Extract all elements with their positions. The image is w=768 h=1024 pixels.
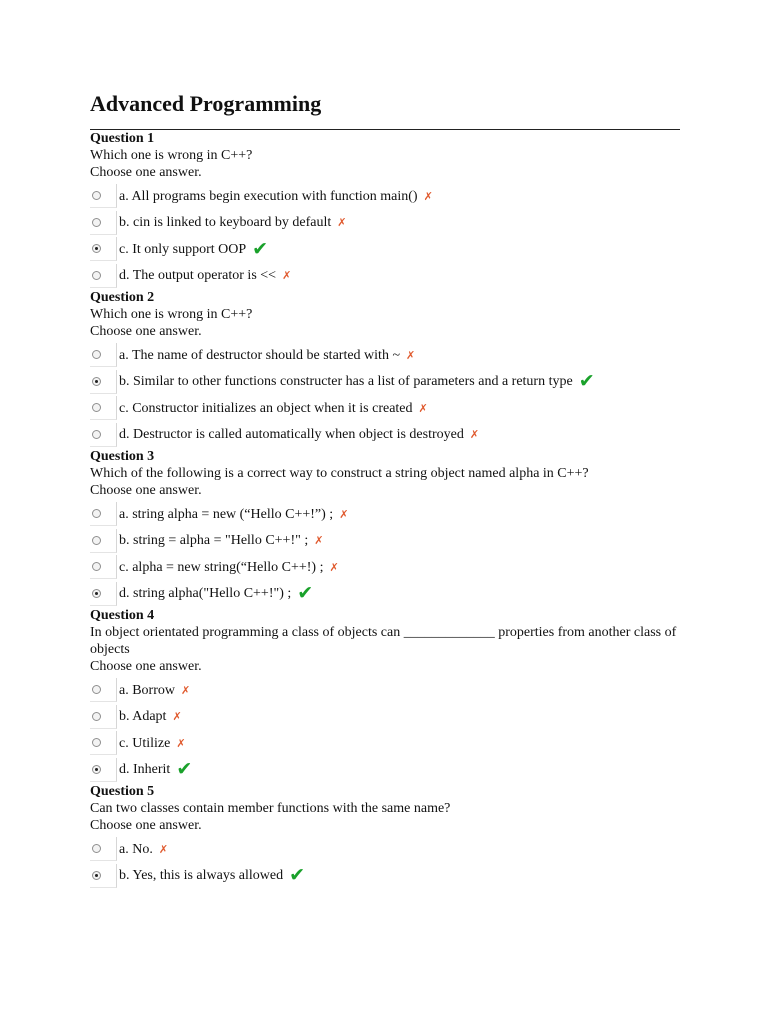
- correct-check-icon: ✔: [289, 864, 306, 887]
- incorrect-cross-icon: ✗: [181, 683, 191, 697]
- answer-option[interactable]: [90, 581, 680, 608]
- radio-cell: [90, 423, 117, 447]
- question-text: In object orientated programming a class of objects can _____________ properties from another class of objects: [90, 625, 677, 657]
- option-label: b. Adapt: [119, 709, 167, 725]
- question-heading: Question 4: [90, 608, 155, 623]
- radio-unselected-icon[interactable]: [92, 685, 101, 694]
- question-text: Can two classes contain member functions with the same name?: [90, 801, 451, 816]
- answer-option[interactable]: [90, 236, 680, 263]
- question-instruction: Choose one answer.: [90, 818, 202, 833]
- answer-option[interactable]: [90, 369, 680, 396]
- radio-unselected-icon[interactable]: [92, 191, 101, 200]
- radio-cell: [90, 678, 117, 702]
- radio-cell: [90, 370, 117, 394]
- radio-cell: [90, 502, 117, 526]
- radio-unselected-icon[interactable]: [92, 509, 101, 518]
- radio-unselected-icon[interactable]: [92, 844, 101, 853]
- radio-unselected-icon[interactable]: [92, 430, 101, 439]
- radio-cell: [90, 343, 117, 367]
- question-heading: Question 3: [90, 449, 155, 464]
- option-label: c. alpha = new string(“Hello C++!) ;: [119, 559, 324, 575]
- question-heading: Question 1: [90, 131, 155, 146]
- option-label: b. string = alpha = "Hello C++!" ;: [119, 533, 309, 549]
- question-text: Which one is wrong in C++?: [90, 307, 253, 322]
- answer-option[interactable]: [90, 183, 680, 210]
- radio-selected-icon[interactable]: [92, 765, 101, 774]
- radio-selected-icon[interactable]: [92, 871, 101, 880]
- option-label: b. Similar to other functions constructer has a list of parameters and a return type: [119, 374, 573, 390]
- option-label: a. All programs begin execution with function main(): [119, 188, 418, 204]
- answer-option[interactable]: [90, 704, 680, 731]
- radio-cell: [90, 211, 117, 235]
- radio-unselected-icon[interactable]: [92, 350, 101, 359]
- option-label: d. Inherit: [119, 762, 171, 778]
- option-label: a. string alpha = new (“Hello C++!”) ;: [119, 506, 334, 522]
- answer-option[interactable]: [90, 554, 680, 581]
- radio-cell: [90, 837, 117, 861]
- correct-check-icon: ✔: [578, 370, 595, 393]
- question-instruction: Choose one answer.: [90, 324, 202, 339]
- answer-options: [90, 677, 680, 783]
- option-label: d. Destructor is called automatically when object is destroyed: [119, 427, 464, 443]
- radio-cell: [90, 582, 117, 606]
- radio-unselected-icon[interactable]: [92, 712, 101, 721]
- question-instruction: Choose one answer.: [90, 659, 202, 674]
- question-block-3: [90, 448, 680, 607]
- option-label: d. The output operator is <<: [119, 268, 277, 284]
- quiz-page: [90, 88, 680, 889]
- incorrect-cross-icon: ✗: [172, 710, 182, 724]
- radio-cell: [90, 705, 117, 729]
- answer-options: [90, 183, 680, 289]
- radio-cell: [90, 264, 117, 288]
- radio-selected-icon[interactable]: [92, 589, 101, 598]
- answer-option[interactable]: [90, 836, 680, 863]
- option-label: a. The name of destructor should be started with ~: [119, 347, 401, 363]
- incorrect-cross-icon: ✗: [339, 507, 349, 521]
- incorrect-cross-icon: ✗: [423, 189, 433, 203]
- radio-unselected-icon[interactable]: [92, 536, 101, 545]
- answer-option[interactable]: [90, 863, 680, 890]
- answer-option[interactable]: [90, 210, 680, 237]
- question-instruction: Choose one answer.: [90, 165, 202, 180]
- answer-option[interactable]: [90, 395, 680, 422]
- page-title: Advanced Programming: [90, 91, 322, 116]
- option-label: c. Utilize: [119, 735, 171, 751]
- answer-option[interactable]: [90, 528, 680, 555]
- radio-cell: [90, 237, 117, 261]
- radio-unselected-icon[interactable]: [92, 403, 101, 412]
- answer-option[interactable]: [90, 677, 680, 704]
- option-label: c. Constructor initializes an object when it is created: [119, 400, 413, 416]
- radio-cell: [90, 555, 117, 579]
- incorrect-cross-icon: ✗: [329, 560, 339, 574]
- option-label: b. cin is linked to keyboard by default: [119, 215, 332, 231]
- option-label: d. string alpha("Hello C++!") ;: [119, 586, 292, 602]
- radio-cell: [90, 184, 117, 208]
- radio-selected-icon[interactable]: [92, 244, 101, 253]
- radio-unselected-icon[interactable]: [92, 271, 101, 280]
- incorrect-cross-icon: ✗: [282, 269, 292, 283]
- radio-cell: [90, 758, 117, 782]
- answer-option[interactable]: [90, 422, 680, 449]
- radio-unselected-icon[interactable]: [92, 218, 101, 227]
- answer-option[interactable]: [90, 342, 680, 369]
- answer-option[interactable]: [90, 757, 680, 784]
- question-text: Which one is wrong in C++?: [90, 148, 253, 163]
- incorrect-cross-icon: ✗: [418, 401, 428, 415]
- answer-options: [90, 501, 680, 607]
- correct-check-icon: ✔: [252, 237, 269, 260]
- question-block-1: [90, 130, 680, 289]
- question-text: Which of the following is a correct way to construct a string object named alpha in C++?: [90, 466, 589, 481]
- question-heading: Question 5: [90, 784, 155, 799]
- radio-unselected-icon[interactable]: [92, 738, 101, 747]
- incorrect-cross-icon: ✗: [337, 216, 347, 230]
- incorrect-cross-icon: ✗: [158, 842, 169, 856]
- answer-options: [90, 836, 680, 889]
- radio-cell: [90, 529, 117, 553]
- incorrect-cross-icon: ✗: [406, 348, 416, 362]
- question-block-5: [90, 783, 680, 889]
- question-list: [90, 130, 680, 889]
- correct-check-icon: ✔: [297, 582, 314, 605]
- radio-cell: [90, 396, 117, 420]
- question-block-4: [90, 607, 680, 783]
- answer-option[interactable]: [90, 501, 680, 528]
- answer-option[interactable]: [90, 263, 680, 290]
- option-label: b. Yes, this is always allowed: [119, 868, 284, 884]
- option-label: a. Borrow: [119, 682, 175, 698]
- incorrect-cross-icon: ✗: [314, 534, 324, 548]
- radio-unselected-icon[interactable]: [92, 562, 101, 571]
- incorrect-cross-icon: ✗: [176, 736, 186, 750]
- incorrect-cross-icon: ✗: [469, 428, 480, 442]
- question-instruction: Choose one answer.: [90, 483, 202, 498]
- question-block-2: [90, 289, 680, 448]
- correct-check-icon: ✔: [176, 758, 193, 781]
- question-heading: Question 2: [90, 290, 155, 305]
- answer-option[interactable]: [90, 730, 680, 757]
- radio-cell: [90, 731, 117, 755]
- option-label: a. No.: [119, 841, 153, 857]
- option-label: c. It only support OOP: [119, 241, 247, 257]
- answer-options: [90, 342, 680, 448]
- radio-cell: [90, 864, 117, 888]
- radio-selected-icon[interactable]: [92, 377, 101, 386]
